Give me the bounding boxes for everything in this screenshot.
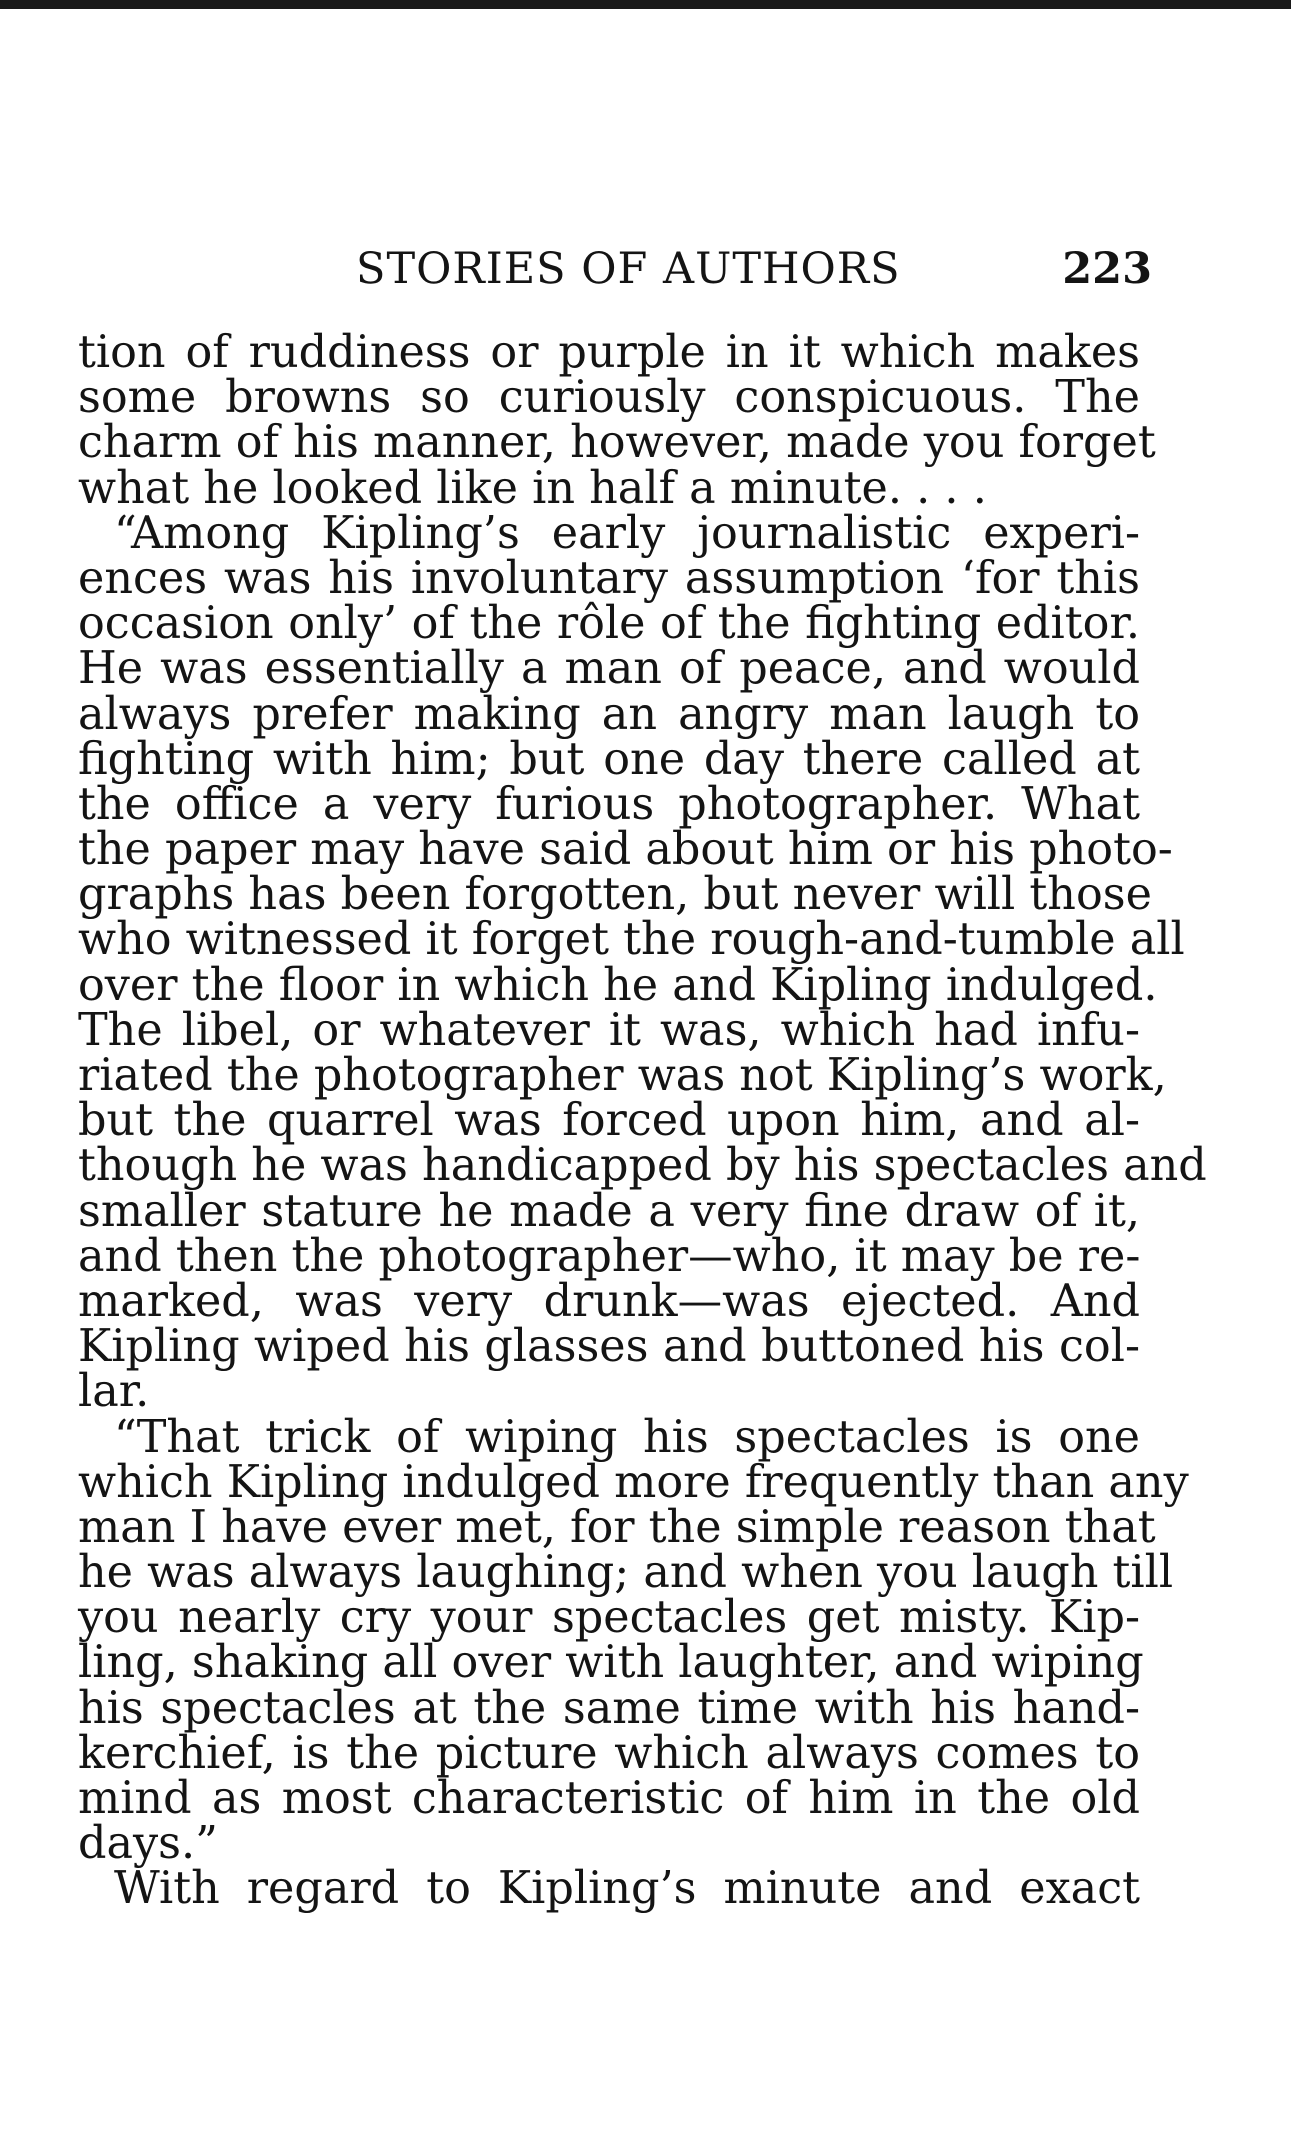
text-line: tion of ruddiness or purple in it which makes [78, 327, 1140, 378]
text-line: though he was handicapped by his spectacles and [78, 1140, 1207, 1192]
text-line: you nearly cry your spectacles get misty. Kip- [78, 1592, 1140, 1644]
running-head: STORIES OF AUTHORS [356, 244, 901, 294]
text-line: fighting with him; but one day there called at [78, 733, 1140, 785]
text-line: which Kipling indulged more frequently than any [78, 1456, 1189, 1508]
text-line: he was always laughing; and when you laugh till [78, 1547, 1174, 1599]
text-line: some browns so curiously conspicuous. The [78, 372, 1140, 424]
text-line: who witnessed it forget the rough-and-tumble all [78, 914, 1185, 966]
text-line: the paper may have said about him or his photo- [78, 824, 1173, 876]
text-line: “That trick of wiping his spectacles is one [114, 1411, 1140, 1463]
text-line: He was essentially a man of peace, and would [78, 643, 1140, 695]
text-line: the office a very furious photographer. What [78, 778, 1140, 830]
text-line: kerchief, is the picture which always comes to [78, 1727, 1140, 1779]
text-line: man I have ever met, for the simple reason that [78, 1501, 1156, 1553]
text-line: over the floor in which he and Kipling indulged. [78, 959, 1158, 1011]
top-rule [0, 0, 1291, 9]
text-line: his spectacles at the same time with his hand- [78, 1682, 1140, 1734]
text-line: With regard to Kipling’s minute and exact [114, 1863, 1140, 1915]
text-line: ences was his involuntary assumption ‘for this [78, 552, 1140, 604]
text-line: occasion only’ of the rôle of the fighting editor. [78, 598, 1140, 650]
text-line: charm of his manner, however, made you forget [78, 417, 1156, 469]
text-line: “Among Kipling’s early journalistic experi- [114, 507, 1140, 559]
text-line: days.” [78, 1818, 218, 1870]
text-line: what he looked like in half a minute. . . . [78, 462, 987, 514]
text-line: marked, was very drunk—was ejected. And [78, 1275, 1140, 1327]
text-line: lar. [78, 1366, 150, 1418]
page-header [92, 244, 1152, 304]
text-line: riated the photographer was not Kipling’s work, [78, 1050, 1167, 1101]
text-line: Kipling wiped his glasses and buttoned his col- [78, 1321, 1140, 1373]
text-line: always prefer making an angry man laugh to [78, 688, 1140, 740]
text-line: and then the photographer—who, it may be re- [78, 1230, 1141, 1282]
text-line: The libel, or whatever it was, which had infu- [78, 1004, 1140, 1056]
text-line: graphs has been forgotten, but never will those [78, 869, 1152, 921]
text-line: smaller stature he made a very fine draw of it, [78, 1185, 1140, 1237]
text-line: mind as most characteristic of him in the old [78, 1773, 1140, 1824]
page-number: 223 [1062, 244, 1152, 294]
body-text [78, 327, 1207, 1915]
text-line: ling, shaking all over with laughter, and wiping [78, 1637, 1144, 1689]
text-line: but the quarrel was forced upon him, and al- [78, 1095, 1140, 1147]
